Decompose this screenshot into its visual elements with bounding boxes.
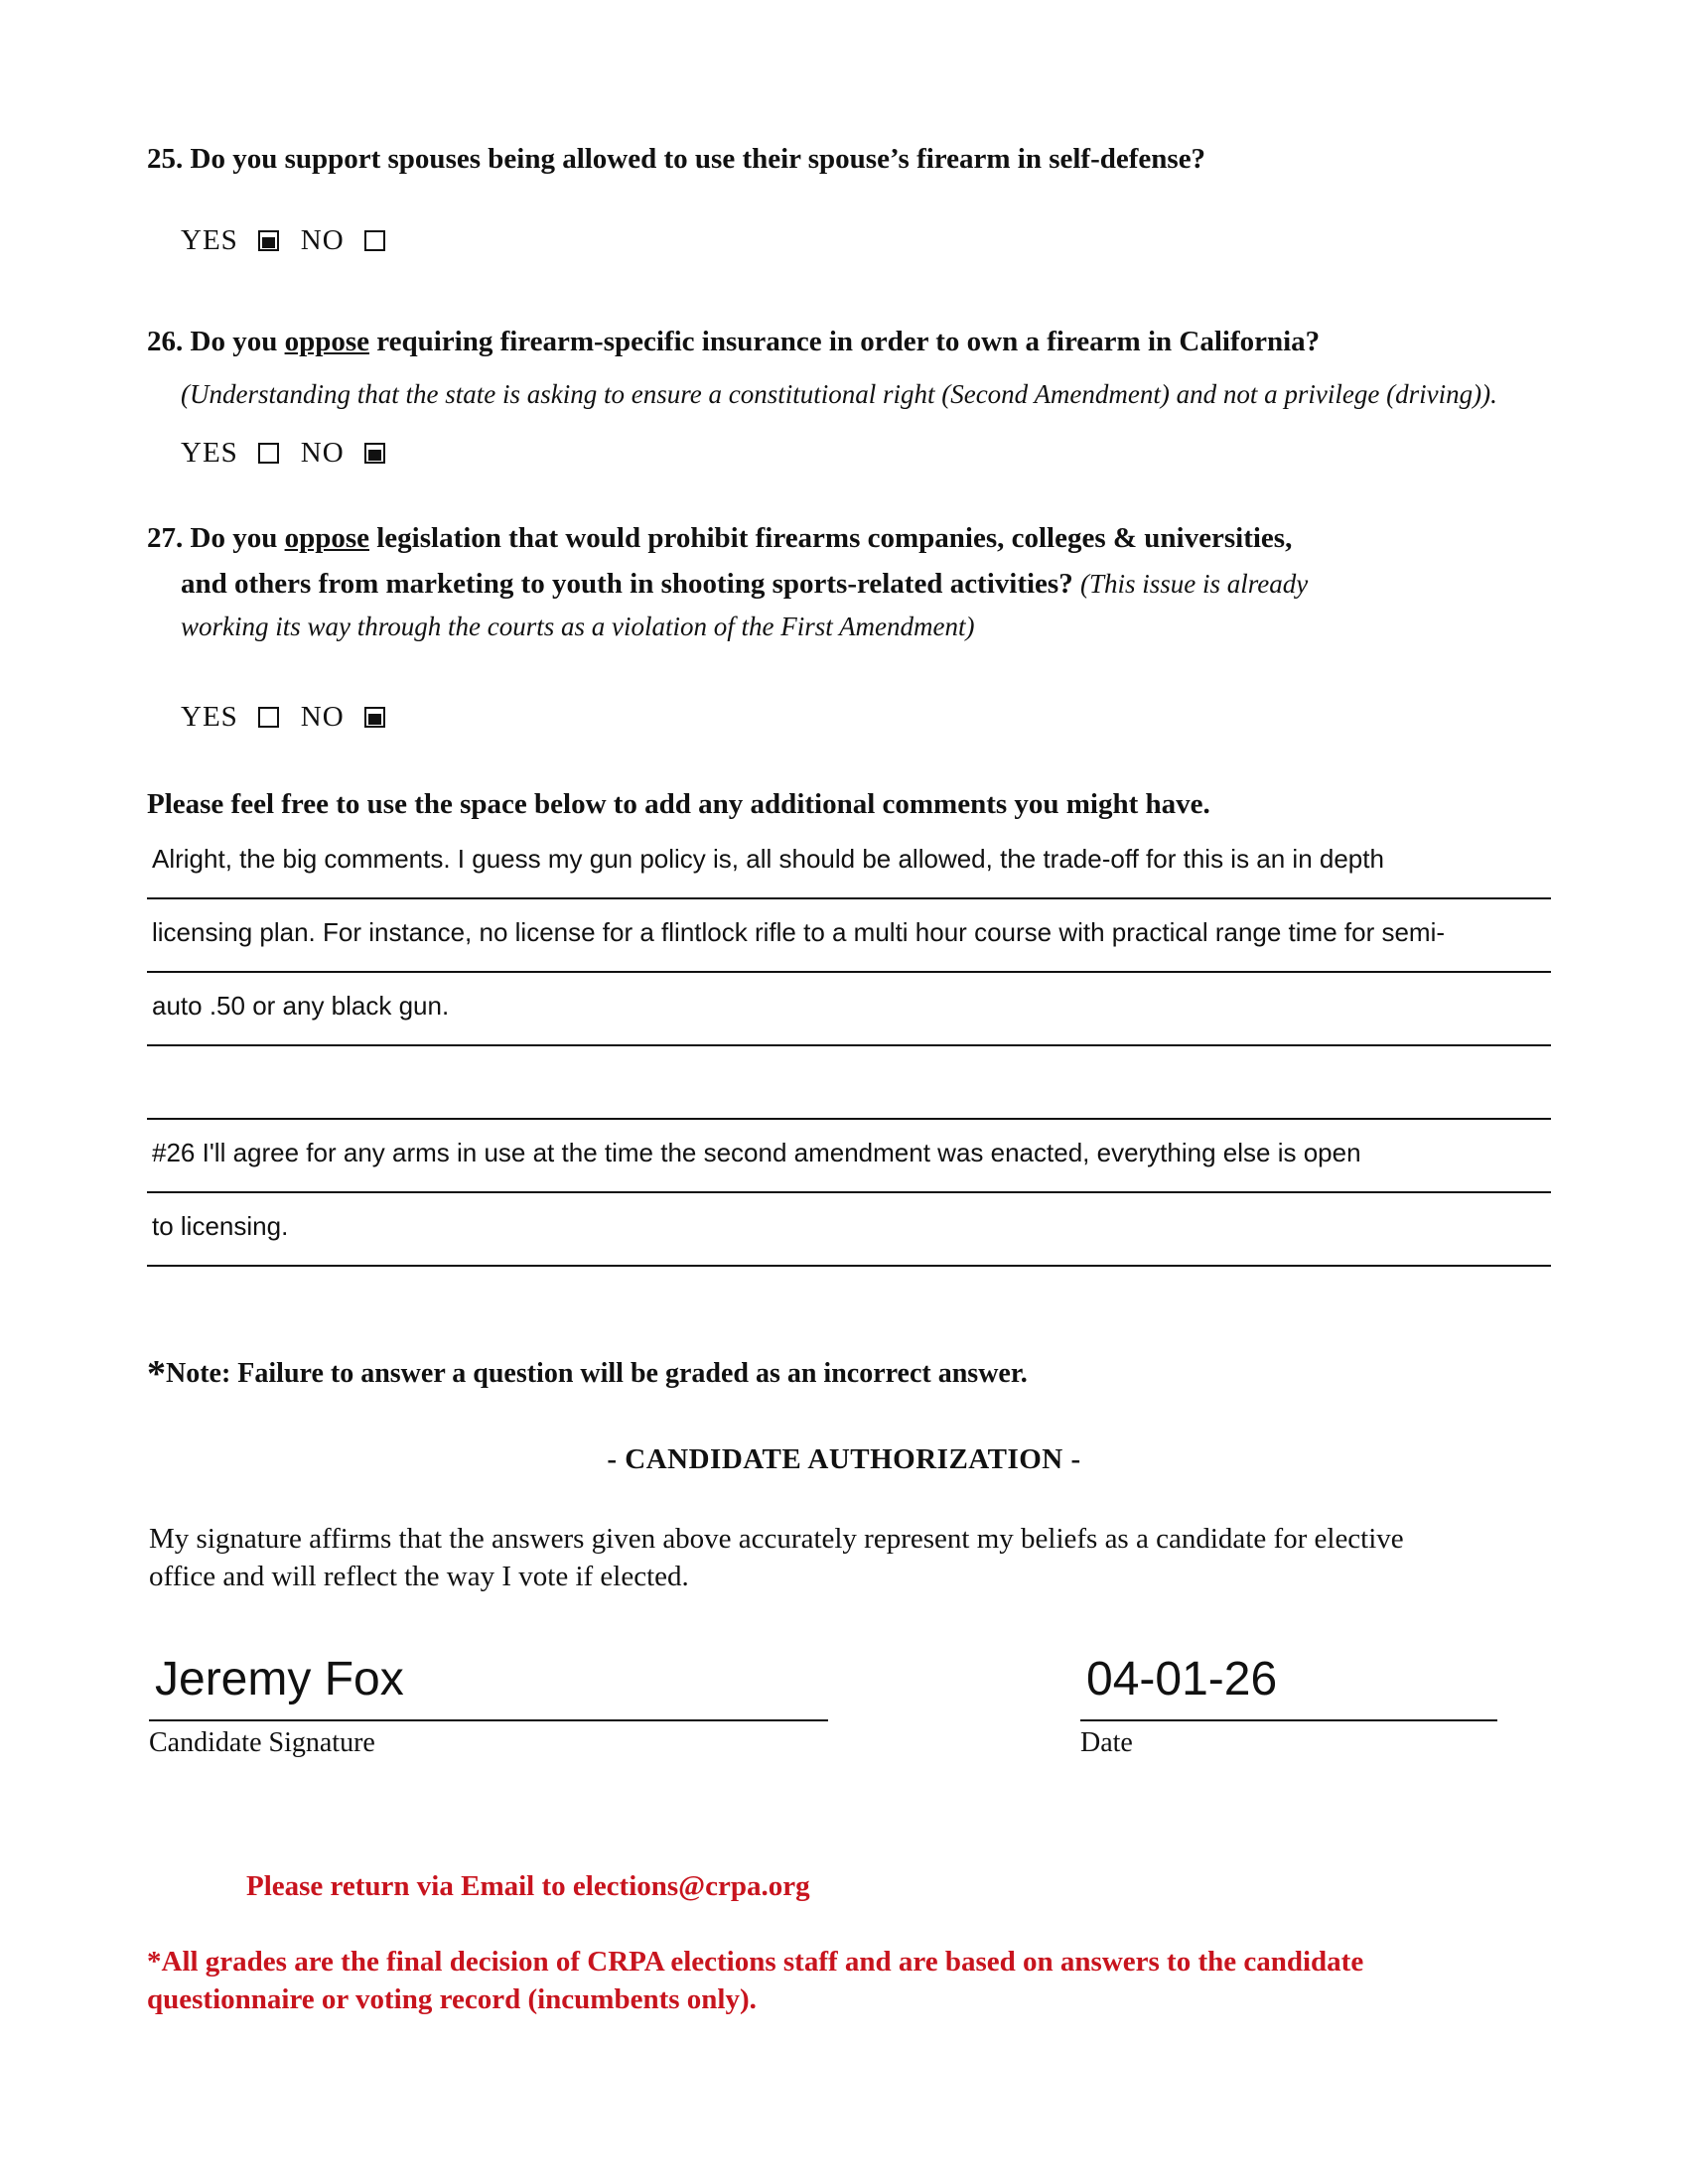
note-text: Note: Failure to answer a question will be graded as an incorrect answer. (166, 1358, 1028, 1389)
return-instruction: Please return via Email to elections@crpa.org (246, 1870, 810, 1902)
comment-line-6[interactable]: to licensing. (152, 1211, 289, 1241)
no-checkbox[interactable] (364, 443, 385, 464)
question-27 (147, 518, 1292, 558)
comment-rule (147, 897, 1551, 899)
question-number: 27. (147, 522, 184, 554)
date-field[interactable]: 04-01-26 (1086, 1653, 1278, 1706)
yes-label: YES (181, 224, 238, 256)
yes-label: YES (181, 437, 238, 469)
no-checkbox[interactable] (364, 707, 385, 728)
question-note: (Understanding that the state is asking to ensure a constitutional right (Second Amendment) and not a privilege (driving)). (181, 379, 1497, 409)
signature-label: Candidate Signature (149, 1727, 375, 1758)
yes-checkbox[interactable] (258, 707, 279, 728)
question-27-line2 (181, 564, 1308, 604)
question-note-a: (This issue is already (1079, 569, 1309, 599)
question-text-post: legislation that would prohibit firearms companies, colleges & universities, (376, 522, 1293, 554)
authorization-statement-1: My signature affirms that the answers given above accurately represent my beliefs as a candidate for elective (149, 1523, 1404, 1555)
signature-line (149, 1719, 828, 1721)
question-text-post: requiring firearm-specific insurance in order to own a firearm in California? (376, 326, 1321, 357)
question-number: 26. (147, 326, 184, 357)
question-26 (147, 322, 1320, 361)
yes-checkbox[interactable] (258, 230, 279, 251)
comment-rule (147, 1265, 1551, 1267)
comment-rule (147, 1118, 1551, 1120)
date-line (1080, 1719, 1497, 1721)
authorization-heading: - CANDIDATE AUTHORIZATION - (607, 1443, 1081, 1475)
comments-heading: Please feel free to use the space below to add any additional comments you might have. (147, 788, 1210, 820)
disclaimer-line-2: questionnaire or voting record (incumbents only). (147, 1983, 757, 2015)
authorization-statement-2: office and will reflect the way I vote if elected. (149, 1561, 689, 1592)
no-checkbox[interactable] (364, 230, 385, 251)
question-note-b: working its way through the courts as a violation of the First Amendment) (181, 612, 975, 641)
comment-line-1[interactable]: Alright, the big comments. I guess my gun policy is, all should be allowed, the trade-off for this is an in depth (152, 844, 1384, 874)
comment-rule (147, 1191, 1551, 1193)
answer-row-26 (181, 437, 407, 470)
comment-rule (147, 1044, 1551, 1046)
no-label: NO (300, 224, 345, 256)
comment-line-3[interactable]: auto .50 or any black gun. (152, 991, 450, 1021)
question-25 (147, 139, 1205, 179)
comment-line-2[interactable]: licensing plan. For instance, no license for a flintlock rifle to a multi hour course with practical range time for semi- (152, 917, 1446, 947)
yes-label: YES (181, 701, 238, 733)
comment-line-5[interactable]: #26 I'll agree for any arms in use at the time the second amendment was enacted, everything else is open (152, 1138, 1361, 1167)
answer-row-25 (181, 224, 407, 257)
no-label: NO (300, 701, 345, 733)
no-label: NO (300, 437, 345, 469)
comment-rule (147, 971, 1551, 973)
date-label: Date (1080, 1727, 1133, 1758)
note-asterisk: * (147, 1353, 166, 1395)
question-text-pre: Do you (190, 326, 278, 357)
question-text-underlined: oppose (284, 522, 369, 554)
disclaimer-line-1: *All grades are the final decision of CRPA elections staff and are based on answers to the candidate (147, 1946, 1364, 1978)
question-text-pre: Do you (190, 522, 278, 554)
question-text-line2: and others from marketing to youth in shooting sports-related activities? (181, 568, 1073, 600)
grading-note (147, 1352, 1028, 1396)
answer-row-27 (181, 701, 407, 734)
yes-checkbox[interactable] (258, 443, 279, 464)
question-text: Do you support spouses being allowed to use their spouse’s firearm in self-defense? (190, 143, 1206, 175)
question-text-underlined: oppose (284, 326, 369, 357)
signature-field[interactable]: Jeremy Fox (155, 1653, 404, 1706)
question-number: 25. (147, 143, 184, 175)
